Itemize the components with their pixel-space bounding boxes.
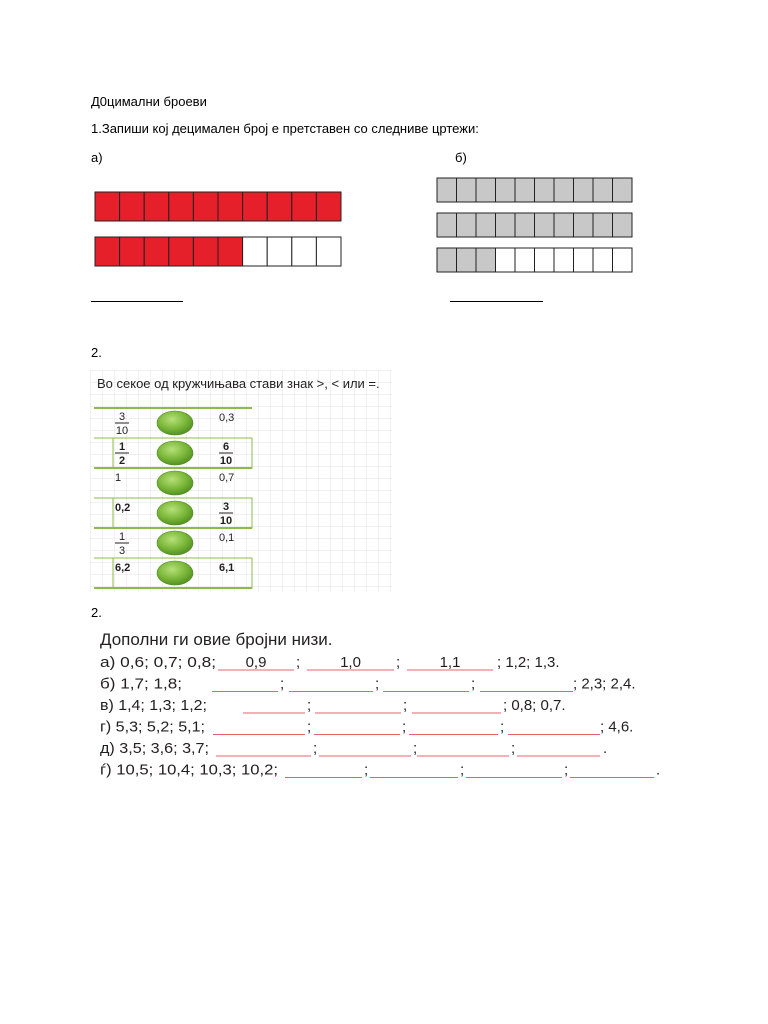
sequence-given: в) 1,4; 1,3; 1,2; xyxy=(100,697,207,714)
sequence-row xyxy=(100,719,633,736)
separator: ; xyxy=(280,675,285,693)
figure-b-cell xyxy=(515,178,535,202)
figure-b-cell xyxy=(535,213,555,237)
sequence-end: ; 1,2; 1,3. xyxy=(497,654,560,671)
sequence-end: ; 4,6. xyxy=(600,718,634,736)
figure-a-cell xyxy=(292,192,317,221)
figure-b-strip-3 xyxy=(437,248,632,272)
figure-a-cell xyxy=(95,192,120,221)
sequence-row xyxy=(100,654,560,671)
figure-b-cell xyxy=(613,178,633,202)
right-value-denominator: 10 xyxy=(219,515,233,527)
figure-a-strip-2 xyxy=(95,237,341,266)
figure-b-cell xyxy=(457,213,477,237)
separator: ; xyxy=(375,675,380,693)
figure-b-cell xyxy=(613,213,633,237)
separator: ; xyxy=(313,740,318,757)
comparison-circle[interactable] xyxy=(157,501,193,525)
sequence-end: ; 0,8; 0,7. xyxy=(503,697,566,714)
sequence-row xyxy=(100,762,660,779)
answer-blank[interactable] xyxy=(307,654,394,671)
task3-number: 2. xyxy=(91,605,102,620)
comparison-circle[interactable] xyxy=(157,411,193,435)
comparison-circle[interactable] xyxy=(157,531,193,555)
figure-b-strip-2 xyxy=(437,213,632,237)
task3-instruction: Дополни ги овие бројни низи. xyxy=(100,630,333,649)
separator: ; xyxy=(460,761,465,779)
figure-a-cell xyxy=(243,237,268,266)
figure-b-cell xyxy=(535,248,555,272)
figure-a-cell xyxy=(267,237,292,266)
figure-b-cell xyxy=(515,213,535,237)
separator: ; xyxy=(413,740,418,757)
separator: ; xyxy=(402,718,407,736)
left-value-denominator: 10 xyxy=(115,425,129,437)
answer-blank[interactable] xyxy=(218,654,294,671)
figure-a-cell xyxy=(193,237,218,266)
left-value-numerator: 3 xyxy=(118,411,126,423)
sequence-given: ѓ) 10,5; 10,4; 10,3; 10,2; xyxy=(100,761,278,779)
figure-b-cell xyxy=(496,248,516,272)
left-value-numerator: 1 xyxy=(118,531,126,543)
separator: ; xyxy=(500,718,505,736)
separator: ; xyxy=(471,675,476,693)
figure-b-cell xyxy=(593,178,613,202)
figure-a-cell xyxy=(218,192,243,221)
task1-label-b: б) xyxy=(455,150,467,165)
figure-a-cell xyxy=(292,237,317,266)
figure-b-cell xyxy=(554,178,574,202)
figure-b-cell xyxy=(574,178,594,202)
left-value: 6,2 xyxy=(115,562,131,574)
figure-b-cell xyxy=(593,213,613,237)
figure-b-decimal-strips xyxy=(436,177,636,275)
figure-b-cell xyxy=(496,213,516,237)
left-value: 1 xyxy=(115,472,122,484)
figure-b-cell xyxy=(496,178,516,202)
answer-line-b[interactable] xyxy=(450,301,543,302)
right-value: 0,3 xyxy=(219,412,235,424)
figure-b-cell xyxy=(574,248,594,272)
figure-b-cell xyxy=(535,178,555,202)
figure-a-cell xyxy=(169,192,194,221)
figure-b-cell xyxy=(457,248,477,272)
figure-a-cell xyxy=(120,192,145,221)
sequence-row xyxy=(100,697,566,714)
task1-label-a: а) xyxy=(91,150,103,165)
figure-b-cell xyxy=(476,248,496,272)
comparison-circle[interactable] xyxy=(157,471,193,495)
right-value: 0,7 xyxy=(219,472,235,484)
left-value-denominator: 2 xyxy=(118,455,126,467)
separator: ; xyxy=(564,761,569,779)
answer-blank[interactable] xyxy=(407,654,493,671)
sequence-end: . xyxy=(656,761,661,779)
left-value: 0,2 xyxy=(115,502,131,514)
right-value-numerator: 3 xyxy=(222,501,230,513)
figure-a-strip-1 xyxy=(95,192,341,221)
figure-b-cell xyxy=(457,178,477,202)
separator: ; xyxy=(403,697,408,714)
figure-b-cell xyxy=(554,213,574,237)
comparison-exercise xyxy=(90,370,392,592)
figure-a-cell xyxy=(316,237,341,266)
task2-number: 2. xyxy=(91,345,102,360)
left-value-numerator: 1 xyxy=(118,441,126,453)
figure-a-cell xyxy=(243,192,268,221)
sequence-end: ; 2,3; 2,4. xyxy=(573,675,636,693)
answer-value: 1,1 xyxy=(439,654,461,671)
comparison-circle[interactable] xyxy=(157,561,193,585)
figure-a-cell xyxy=(169,237,194,266)
separator: ; xyxy=(364,761,369,779)
figure-a-cell xyxy=(120,237,145,266)
figure-b-cell xyxy=(593,248,613,272)
figure-a-cell xyxy=(144,237,169,266)
page-title: Д0цимални броеви xyxy=(91,94,207,109)
figure-b-cell xyxy=(437,178,457,202)
sequence-given: д) 3,5; 3,6; 3,7; xyxy=(100,740,209,757)
task1-instruction: 1.Запиши кој децимален број е претставен со следниве цртежи: xyxy=(91,121,479,136)
number-sequences-exercise xyxy=(98,624,678,784)
figure-b-cell xyxy=(554,248,574,272)
right-value: 6,1 xyxy=(219,562,235,574)
figure-a-cell xyxy=(316,192,341,221)
comparison-circle[interactable] xyxy=(157,441,193,465)
sequence-given: б) 1,7; 1,8; xyxy=(100,675,182,693)
figure-a-decimal-strips xyxy=(94,191,346,271)
figure-a-cell xyxy=(218,237,243,266)
answer-line-a[interactable] xyxy=(91,301,183,302)
right-value-numerator: 6 xyxy=(222,441,230,453)
right-value-denominator: 10 xyxy=(219,455,233,467)
separator: ; xyxy=(307,718,312,736)
separator: ; xyxy=(296,654,301,671)
left-value-denominator: 3 xyxy=(118,545,126,557)
figure-b-cell xyxy=(437,248,457,272)
task2-instruction: Во секое од кружчињава стави знак >, < или =. xyxy=(97,376,380,391)
separator: ; xyxy=(307,697,312,714)
sequence-given: г) 5,3; 5,2; 5,1; xyxy=(100,718,205,736)
figure-b-cell xyxy=(476,213,496,237)
figure-a-cell xyxy=(144,192,169,221)
sequence-row xyxy=(100,676,636,693)
separator: ; xyxy=(396,654,401,671)
sequence-end: . xyxy=(603,740,608,757)
right-value: 0,1 xyxy=(219,532,235,544)
figure-b-cell xyxy=(515,248,535,272)
sequence-row xyxy=(100,740,607,757)
answer-value: 0,9 xyxy=(245,654,267,671)
figure-a-cell xyxy=(95,237,120,266)
figure-b-cell xyxy=(574,213,594,237)
figure-b-cell xyxy=(437,213,457,237)
figure-a-cell xyxy=(193,192,218,221)
figure-b-strip-1 xyxy=(437,178,632,202)
sequence-given: а) 0,6; 0,7; 0,8; xyxy=(100,654,216,671)
answer-value: 1,0 xyxy=(340,654,361,671)
separator: ; xyxy=(511,740,516,757)
figure-b-cell xyxy=(476,178,496,202)
figure-b-cell xyxy=(613,248,633,272)
figure-a-cell xyxy=(267,192,292,221)
